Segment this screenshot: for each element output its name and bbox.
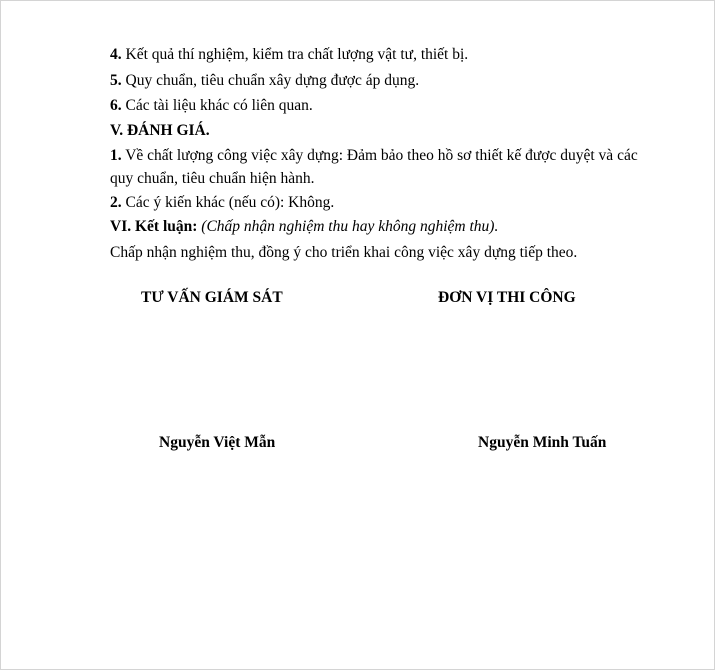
section-5-item-2 (110, 194, 334, 212)
section-5-item-2-text: Các ý kiến khác (nếu có): Không. (121, 194, 335, 211)
section-5-item-1-text-line2: quy chuẩn, tiêu chuẩn hiện hành. (110, 170, 315, 187)
item-6-text: Các tài liệu khác có liên quan. (121, 97, 313, 114)
item-6-number: 6. (110, 97, 122, 114)
section-6-heading (110, 218, 498, 236)
item-5-number: 5. (110, 72, 122, 89)
signature-right-name: Nguyễn Minh Tuấn (478, 434, 607, 451)
signature-right-title: ĐƠN VỊ THI CÔNG (438, 289, 576, 306)
section-5-item-1-number: 1. (110, 147, 122, 164)
signature-left-title: TƯ VẤN GIÁM SÁT (141, 289, 283, 306)
item-4 (110, 46, 468, 64)
section-6-conclusion (110, 244, 577, 262)
section-6-heading-text: VI. Kết luận: (110, 218, 198, 235)
item-5-text: Quy chuẩn, tiêu chuẩn xây dựng được áp dụng. (121, 72, 420, 89)
item-4-number: 4. (110, 46, 122, 63)
section-6-conclusion-text: Chấp nhận nghiệm thu, đồng ý cho triển khai công việc xây dựng tiếp theo. (110, 244, 578, 261)
item-6 (110, 97, 313, 115)
section-5-heading-text: V. ĐÁNH GIÁ. (110, 122, 210, 139)
item-5 (110, 72, 419, 90)
section-5-heading (110, 122, 210, 140)
item-4-text: Kết quả thí nghiệm, kiểm tra chất lượng vật tư, thiết bị. (121, 46, 469, 63)
signature-left-name: Nguyễn Việt Mẫn (159, 434, 276, 451)
section-5-item-1 (110, 147, 638, 165)
section-5-item-1-text-line1: Về chất lượng công việc xây dựng: Đảm bảo theo hồ sơ thiết kế được duyệt và các (121, 147, 638, 164)
section-5-item-2-number: 2. (110, 194, 122, 211)
section-5-item-1-cont (110, 170, 314, 188)
section-6-note: (Chấp nhận nghiệm thu hay không nghiệm thu). (197, 218, 499, 235)
